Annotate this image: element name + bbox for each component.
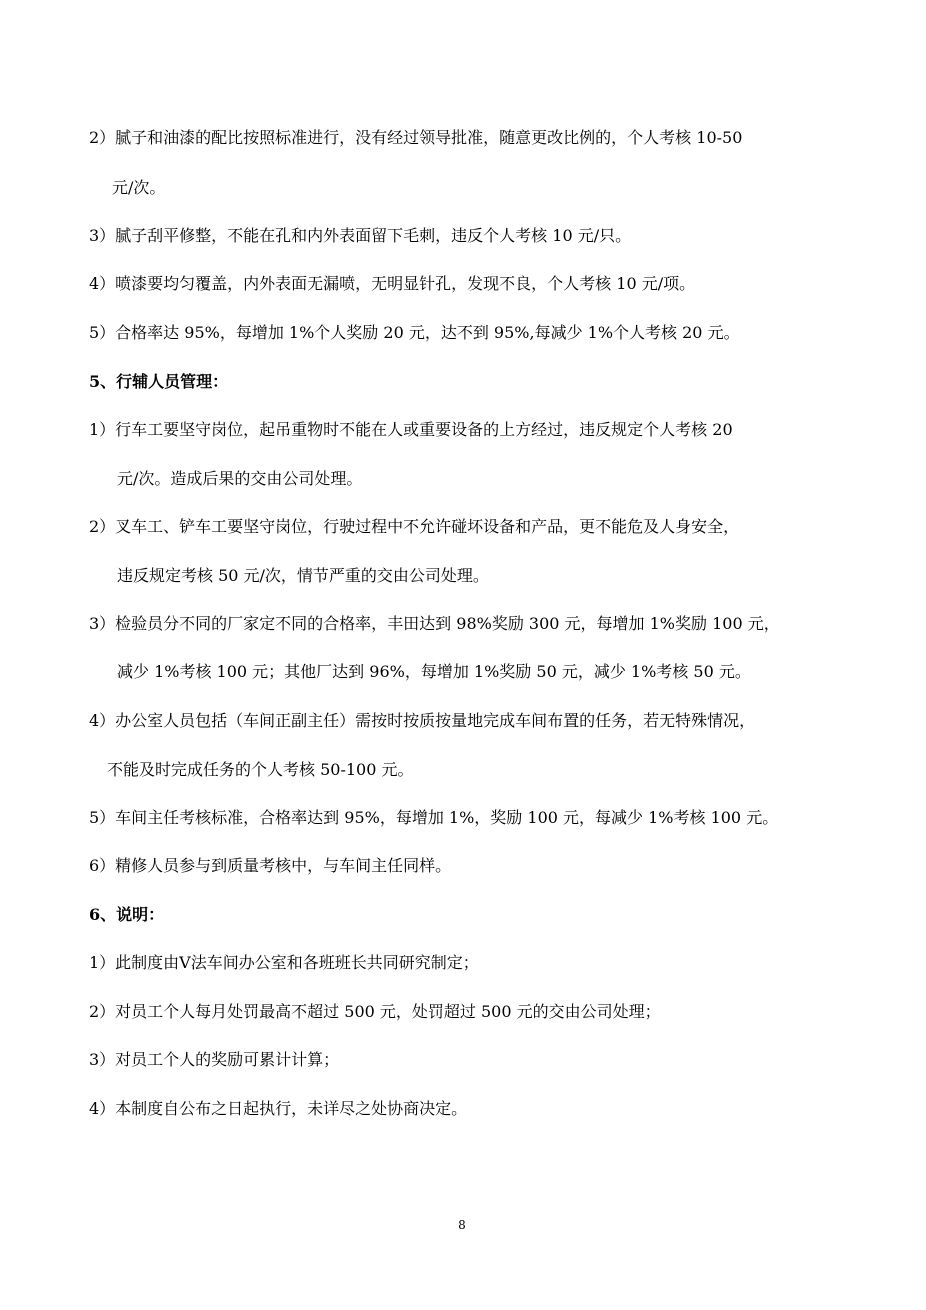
page-number: 8 (458, 1218, 466, 1232)
rule-item-line: 3）腻子刮平修整，不能在孔和内外表面留下毛刺，违反个人考核 10 元/只。 (89, 226, 632, 245)
rule-item-continuation: 违反规定考核 50 元/次，情节严重的交由公司处理。 (117, 566, 489, 585)
rule-item-line: 2）腻子和油漆的配比按照标准进行，没有经过领导批准，随意更改比例的，个人考核 10-50 (89, 128, 743, 147)
rule-item-line: 1）此制度由Ⅴ法车间办公室和各班班长共同研究制定； (89, 953, 479, 972)
section-heading: 6、说明： (89, 905, 165, 924)
rule-item-line: 4）喷漆要均匀覆盖，内外表面无漏喷，无明显针孔，发现不良，个人考核 10 元/项。 (89, 274, 696, 293)
rule-item-continuation: 元/次。 (112, 178, 166, 197)
rule-item-continuation: 元/次。造成后果的交由公司处理。 (117, 469, 363, 488)
rule-item-line: 4）本制度自公布之日起执行，未详尽之处协商决定。 (89, 1099, 468, 1118)
rule-item-line: 6）精修人员参与到质量考核中，与车间主任同样。 (89, 856, 452, 875)
section-heading: 5、行辅人员管理： (89, 372, 229, 391)
rule-item-line: 1）行车工要坚守岗位，起吊重物时不能在人或重要设备的上方经过，违反规定个人考核 20 (89, 420, 733, 439)
rule-item-continuation: 不能及时完成任务的个人考核 50-100 元。 (107, 760, 414, 779)
rule-item-line: 2）对员工个人每月处罚最高不超过 500 元，处罚超过 500 元的交由公司处理； (89, 1002, 661, 1021)
rule-item-line: 5）合格率达 95%，每增加 1%个人奖励 20 元，达不到 95%,每减少 1%个人考核 20 元。 (89, 323, 740, 342)
rule-item-line: 5）车间主任考核标准，合格率达到 95%，每增加 1%，奖励 100 元，每减少 1%考核 100 元。 (89, 808, 779, 827)
rule-item-line: 2）叉车工、铲车工要坚守岗位，行驶过程中不允许碰坏设备和产品，更不能危及人身安全， (89, 517, 740, 536)
rule-item-continuation: 减少 1%考核 100 元；其他厂达到 96%，每增加 1%奖励 50 元，减少 1%考核 50 元。 (117, 662, 751, 681)
rule-item-line: 3）检验员分不同的厂家定不同的合格率，丰田达到 98%奖励 300 元，每增加 1%奖励 100 元， (89, 614, 780, 633)
rule-item-line: 3）对员工个人的奖励可累计计算； (89, 1050, 340, 1069)
rule-item-line: 4）办公室人员包括（车间正副主任）需按时按质按量地完成车间布置的任务，若无特殊情况， (89, 711, 756, 730)
